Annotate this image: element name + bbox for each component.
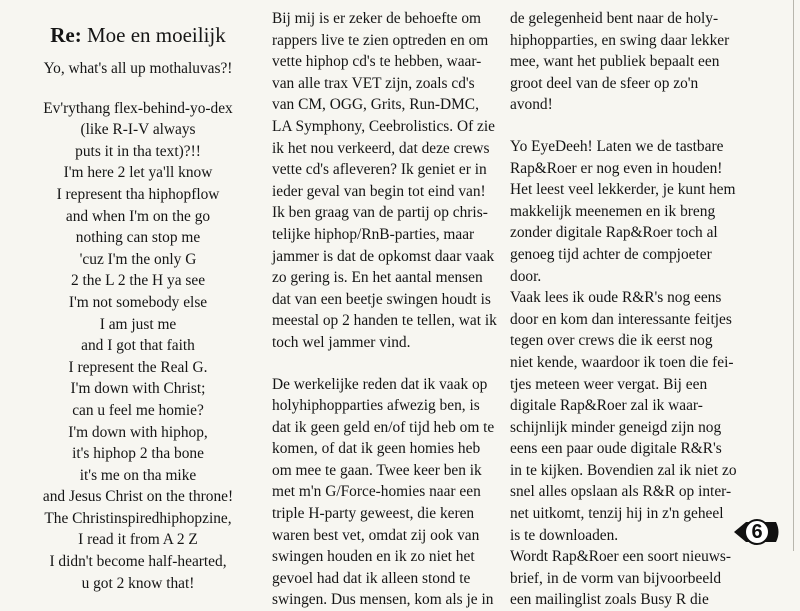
text-line: jammer is dat de opkomst daar vaak [272, 246, 500, 268]
greeting-line: Yo, what's all up mothaluvas?! [24, 58, 252, 80]
text-line: makkelijk meenemen en ik breng [510, 201, 742, 223]
text-line: in te kijken. Bovendien zal ik niet zo [510, 460, 742, 482]
page-edge-line [793, 0, 794, 551]
poem-line: and when I'm on the go [24, 206, 252, 228]
text-line: hiphopparties, en swing daar lekker [510, 30, 742, 52]
paragraph-3 [510, 8, 742, 116]
page-number: 6 [744, 519, 770, 545]
poem-line: I'm here 2 let ya'll know [24, 162, 252, 184]
text-line: telijke hiphop/RnB-parties, maar [272, 224, 500, 246]
paragraph-2 [272, 374, 500, 611]
poem-line: I'm down with hiphop, [24, 422, 252, 444]
text-line: Wordt Rap&Roer een soort nieuws- [510, 546, 742, 568]
text-line: ik het nou verkeerd, dat deze crews [272, 138, 500, 160]
text-line: tjes meteen weer vergat. Bij een [510, 374, 742, 396]
text-line: van alle trax VET zijn, zoals cd's [272, 73, 500, 95]
text-line: door. [510, 266, 742, 288]
paragraph-1 [272, 8, 500, 354]
article-title [24, 8, 252, 48]
title-prefix: Re: [50, 23, 81, 47]
poem-line: I'm down with Christ; [24, 378, 252, 400]
poem-line: Ev'rythang flex-behind-yo-dex [24, 98, 252, 120]
text-line: vette hiphop cd's te hebben, waar- [272, 51, 500, 73]
poem-line: I represent tha hiphopflow [24, 184, 252, 206]
text-line: dat ik geen geld en/of tijd heb om te [272, 417, 500, 439]
text-line: Vaak lees ik oude R&R's nog eens [510, 287, 742, 309]
paragraph-5 [510, 287, 742, 611]
poem-line: it's hiphop 2 tha bone [24, 443, 252, 465]
text-line: schijnlijk minder geneigd zijn nog [510, 417, 742, 439]
text-line: de gelegenheid bent naar de holy- [510, 8, 742, 30]
text-line: van CM, OGG, Grits, Run-DMC, [272, 94, 500, 116]
text-line: holyhiphopparties afwezig ben, is [272, 395, 500, 417]
paragraph-4 [510, 136, 742, 287]
poem-line: can u feel me homie? [24, 400, 252, 422]
poem-line: 2 the L 2 the H ya see [24, 270, 252, 292]
text-line: Rap&Roer er nog even in houden! [510, 158, 742, 180]
poem-line: and Jesus Christ on the throne! [24, 486, 252, 508]
text-line: swingen. Dus mensen, kom als je in [272, 589, 500, 611]
text-line: groot deel van de sfeer op zo'n [510, 73, 742, 95]
text-line: ieder geval van begin tot eind van! [272, 181, 500, 203]
poem-line: and I got that faith [24, 335, 252, 357]
text-line: zonder digitale Rap&Roer toch al [510, 222, 742, 244]
text-line: dat van een beetje swingen houdt is [272, 289, 500, 311]
poem-line: I'm not somebody else [24, 292, 252, 314]
text-line: rappers live te zien optreden en om [272, 30, 500, 52]
text-line: niet kende, waardoor ik toen die fei- [510, 352, 742, 374]
poem-line: I read it from A 2 Z [24, 529, 252, 551]
poem-line: puts it in tha text)?!! [24, 141, 252, 163]
text-line: brief, in de vorm van bijvoorbeeld [510, 568, 742, 590]
column-middle [272, 8, 500, 611]
column-right [510, 8, 742, 611]
text-line: zo gering is. En het aantal mensen [272, 267, 500, 289]
poem-line: nothing can stop me [24, 227, 252, 249]
text-line: net uitkomt, tenzij hij in z'n geheel [510, 503, 742, 525]
text-line: een mailinglist zoals Busy R die [510, 589, 742, 611]
text-line: is te downloaden. [510, 525, 742, 547]
text-line: Yo EyeDeeh! Laten we de tastbare [510, 136, 742, 158]
text-line: genoeg tijd achter de compjoeter [510, 244, 742, 266]
text-line: Bij mij is er zeker de behoefte om [272, 8, 500, 30]
text-line: eens een paar oude digitale R&R's [510, 438, 742, 460]
poem-line: I am just me [24, 314, 252, 336]
text-line: meestal op 2 handen te tellen, wat ik [272, 310, 500, 332]
text-line: digitale Rap&Roer zal ik waar- [510, 395, 742, 417]
poem-block [24, 98, 252, 595]
text-line: swingen houden en ik zo niet het [272, 546, 500, 568]
text-line: Het leest veel lekkerder, je kunt hem [510, 179, 742, 201]
text-line: komen, of dat ik geen homies heb [272, 438, 500, 460]
text-line: mee, want het publiek bepaalt een [510, 51, 742, 73]
text-line: snel alles opslaan als R&R op inter- [510, 481, 742, 503]
poem-line: (like R-I-V always [24, 119, 252, 141]
text-line: triple H-party geweest, die keren [272, 503, 500, 525]
page-number-badge [732, 519, 782, 545]
poem-line: The Christinspiredhiphopzine, [24, 508, 252, 530]
text-line: door en kom dan interessante feitjes [510, 309, 742, 331]
text-line: LA Symphony, Ceebrolistics. Of zie [272, 116, 500, 138]
text-line: met m'n G/Force-homies naar een [272, 481, 500, 503]
poem-line: 'cuz I'm the only G [24, 249, 252, 271]
text-line: waren best vet, omdat zij ook van [272, 525, 500, 547]
text-line: gevoel had dat ik alleen stond te [272, 568, 500, 590]
poem-line: it's me on tha mike [24, 465, 252, 487]
poem-line: u got 2 know that! [24, 573, 252, 595]
text-line: vette cd's afleveren? Ik geniet er in [272, 159, 500, 181]
text-line: tegen over crews die ik eerst nog [510, 330, 742, 352]
text-line: toch wel jammer vind. [272, 332, 500, 354]
text-line: Ik ben graag van de partij op chris- [272, 202, 500, 224]
title-text: Moe en moeilijk [82, 23, 226, 47]
text-line: De werkelijke reden dat ik vaak op [272, 374, 500, 396]
text-line: avond! [510, 94, 742, 116]
poem-line: I represent the Real G. [24, 357, 252, 379]
text-line: om mee te gaan. Twee keer ben ik [272, 460, 500, 482]
column-left [24, 8, 252, 594]
poem-line: I didn't become half-hearted, [24, 551, 252, 573]
